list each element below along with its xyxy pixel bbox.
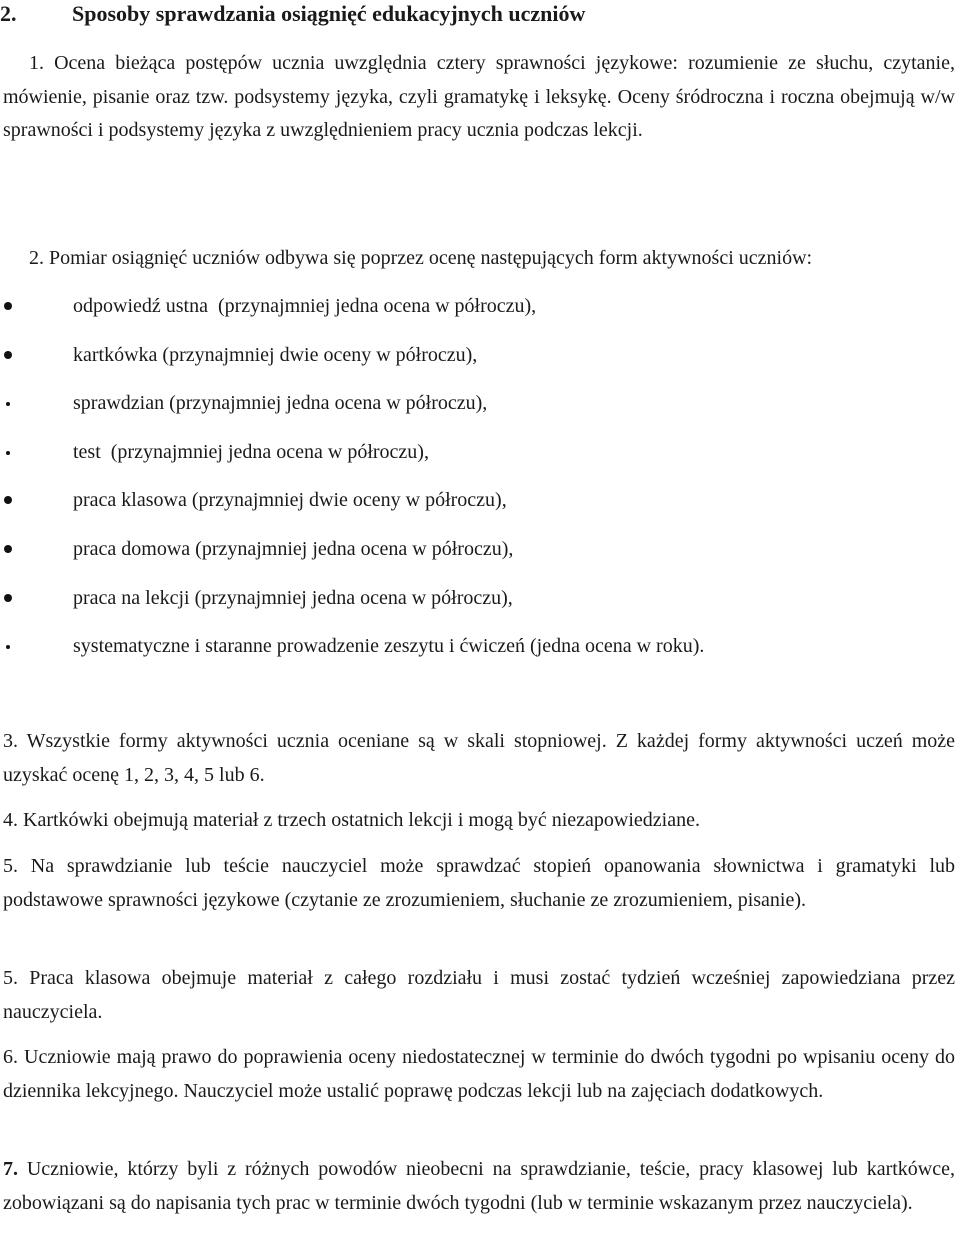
paragraph-7 — [3, 1153, 955, 1220]
paragraph-6: 6. Uczniowie mają prawo do poprawienia oceny niedostatecznej w terminie do dwóch tygodni po wpisaniu oceny do dziennika lekcyjnego. Nauczyciel może ustalić poprawę podczas lekcji lub na zajęciach dodatkowych. — [3, 1046, 955, 1102]
list-item-text: praca domowa (przynajmniej jedna ocena w półroczu), — [73, 537, 514, 560]
bullet-icon — [6, 451, 10, 455]
paragraph-7-text: Uczniowie, którzy byli z różnych powodów nieobecni na sprawdzianie, teście, pracy klasowej lub kartkówce, zobowiązani są do napisania tych prac w terminie dwóch tygodni (lub w terminie wskazanym przez nauczyciela). — [3, 1158, 955, 1214]
bullet-icon — [4, 302, 12, 310]
section-title: Sposoby sprawdzania osiągnięć edukacyjnych uczniów — [72, 1, 586, 26]
paragraph-5b: 5. Praca klasowa obejmuje materiał z całego rozdziału i musi zostać tydzień wcześniej zapowiedziana przez nauczyciela. — [3, 967, 955, 1023]
section-heading — [0, 0, 585, 28]
list-item — [0, 529, 960, 578]
paragraph-3: 3. Wszystkie formy aktywności ucznia oceniane są w skali stopniowej. Z każdej formy aktywności uczeń może uzyskać ocenę 1, 2, 3, 4, 5 lub 6. — [3, 730, 955, 786]
list-item-text: praca na lekcji (przynajmniej jedna ocena w półroczu), — [73, 586, 513, 609]
paragraph-1: 1. Ocena bieżąca postępów ucznia uwzględnia cztery sprawności językowe: rozumienie ze słuchu, czytanie, mówienie, pisanie oraz tzw. podsystemy języka, czyli gramatykę i leksykę. Oceny śródroczna i roczna obejmują w/w sprawności i podsystemy języka z uwzględnieniem pracy ucznia podczas lekcji. — [3, 52, 955, 141]
bullet-icon — [4, 594, 12, 602]
bullet-icon — [4, 351, 12, 359]
list-item — [0, 626, 960, 675]
bullet-icon — [4, 496, 12, 504]
paragraph-7-number: 7. — [3, 1158, 18, 1180]
list-item — [0, 286, 960, 335]
activity-forms-list — [0, 286, 960, 675]
list-item-text: odpowiedź ustna (przynajmniej jedna ocena w półroczu), — [73, 295, 537, 317]
paragraph-2: 2. Pomiar osiągnięć uczniów odbywa się poprzez ocenę następujących form aktywności uczniów: — [29, 247, 813, 269]
bullet-icon — [6, 645, 10, 649]
list-item-text: sprawdzian (przynajmniej jedna ocena w półroczu), — [73, 392, 488, 415]
section-number: 2. — [0, 1, 17, 26]
list-item-text: praca klasowa (przynajmniej dwie oceny w półroczu), — [73, 489, 507, 512]
list-item — [0, 578, 960, 627]
paragraph-4: 4. Kartkówki obejmują materiał z trzech ostatnich lekcji i mogą być niezapowiedziane. — [3, 809, 700, 831]
list-item-text: test (przynajmniej jedna ocena w półroczu), — [73, 440, 429, 463]
list-item — [0, 383, 960, 432]
list-item — [0, 335, 960, 384]
bullet-icon — [4, 545, 12, 553]
list-item — [0, 432, 960, 481]
list-item-text: systematyczne i staranne prowadzenie zeszytu i ćwiczeń (jedna ocena w roku). — [73, 635, 705, 658]
list-item — [0, 480, 960, 529]
list-item-text: kartkówka (przynajmniej dwie oceny w półroczu), — [73, 343, 478, 366]
bullet-icon — [6, 402, 10, 406]
paragraph-5a: 5. Na sprawdzianie lub teście nauczyciel może sprawdzać stopień opanowania słownictwa i gramatyki lub podstawowe sprawności językowe (czytanie ze zrozumieniem, słuchanie ze zrozumieniem, pisanie). — [3, 855, 955, 911]
